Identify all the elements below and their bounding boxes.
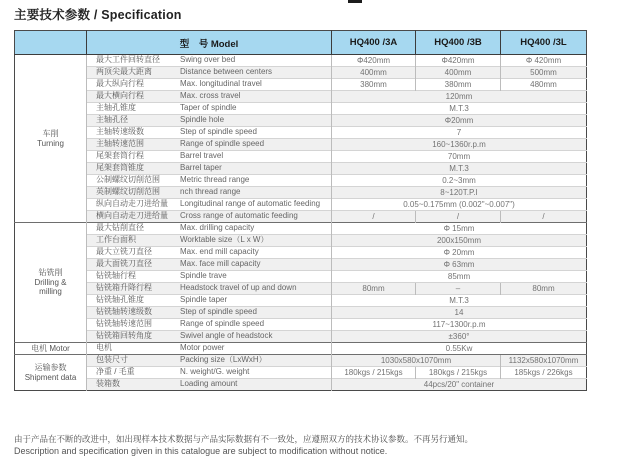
spec-value: M.T.3 [332, 295, 587, 307]
spec-label [87, 127, 332, 139]
spec-label [87, 79, 332, 91]
spec-label-en: Max. end mill capacity [180, 247, 259, 257]
spec-label [87, 283, 332, 295]
spec-value: 85mm [332, 271, 587, 283]
spec-row [15, 151, 587, 163]
group-label-line: 电机 Motor [31, 343, 70, 353]
spec-table-body [15, 55, 587, 391]
group-label-line: 钻铣削 [38, 268, 63, 278]
page-top-marker [348, 0, 362, 3]
spec-label-zh: 主轴转速级数 [96, 127, 144, 137]
spec-row [15, 295, 587, 307]
spec-row [15, 163, 587, 175]
spec-label [87, 175, 332, 187]
spec-label-zh: 最大面铣刀直径 [96, 259, 152, 269]
spec-label-zh: 主轴转速范围 [96, 139, 144, 149]
spec-label-zh: 工作台面积 [96, 235, 136, 245]
group-cell-motor [15, 343, 87, 355]
spec-row [15, 103, 587, 115]
spec-row [15, 343, 587, 355]
header-model-label: 型 号 Model [87, 31, 332, 55]
spec-label-zh: 包装尺寸 [96, 355, 128, 365]
spec-label [87, 247, 332, 259]
spec-label-zh: 钻铣轴孔锥度 [96, 295, 144, 305]
spec-label-en: Swing over bed [180, 55, 236, 65]
spec-label-en: Headstock travel of up and down [180, 283, 297, 293]
spec-row [15, 211, 587, 223]
spec-row [15, 223, 587, 235]
spec-value: 400mm [416, 67, 501, 79]
spec-row [15, 55, 587, 67]
spec-value: 160~1360r.p.m [332, 139, 587, 151]
spec-value: 380mm [332, 79, 416, 91]
header-model-hq400-3b: HQ400 /3B [416, 31, 501, 55]
spec-label-en: N. weight/G. weight [180, 367, 250, 377]
spec-label-zh: 两顶尖最大距离 [96, 67, 152, 77]
spec-label [87, 103, 332, 115]
spec-row [15, 367, 587, 379]
spec-label-en: Metric thread range [180, 175, 250, 185]
spec-label-en: Spindle trave [180, 271, 227, 281]
spec-label [87, 331, 332, 343]
spec-label-zh: 装箱数 [96, 379, 120, 389]
group-label-line: Shipment data [24, 372, 77, 382]
spec-label-en: Step of spindle speed [180, 307, 257, 317]
spec-value: 7 [332, 127, 587, 139]
spec-value: 120mm [332, 91, 587, 103]
spec-row [15, 319, 587, 331]
spec-label-zh: 电机 [96, 343, 112, 353]
spec-label-zh: 纵向自动走刀进给量 [96, 199, 168, 209]
spec-label-zh: 钻铣轴转速范围 [96, 319, 152, 329]
spec-label-en: Max. drilling capacity [180, 223, 255, 233]
spec-label-zh: 钻铣箱升降行程 [96, 283, 152, 293]
spec-value: / [501, 211, 587, 223]
spec-label [87, 211, 332, 223]
spec-label-en: Range of spindle speed [180, 319, 265, 329]
spec-value: 480mm [501, 79, 587, 91]
spec-value: 44pcs/20" container [332, 379, 587, 391]
spec-label-en: Longitudinal range of automatic feeding [180, 199, 321, 209]
spec-value: / [332, 211, 416, 223]
spec-row [15, 115, 587, 127]
header-group-cell [15, 31, 87, 55]
spec-label-en: Barrel taper [180, 163, 222, 173]
spec-label [87, 307, 332, 319]
spec-label-en: Motor power [180, 343, 225, 353]
spec-value: 0.05~0.175mm (0.002"~0.007") [332, 199, 587, 211]
spec-label-zh: 最大钻削直径 [96, 223, 144, 233]
spec-label-en: Max. cross travel [180, 91, 241, 101]
spec-row [15, 259, 587, 271]
spec-label [87, 151, 332, 163]
group-cell-drilling-milling [15, 223, 87, 343]
spec-label-zh: 最大立铣刀直径 [96, 247, 152, 257]
specification-table [14, 30, 586, 391]
spec-label [87, 271, 332, 283]
spec-label [87, 199, 332, 211]
spec-value: 80mm [332, 283, 416, 295]
spec-value: 0.2~3mm [332, 175, 587, 187]
footnote [14, 433, 614, 458]
spec-value: – [416, 283, 501, 295]
spec-label-en: Swivel angle of headstock [180, 331, 273, 341]
spec-value: 117~1300r.p.m [332, 319, 587, 331]
spec-row [15, 247, 587, 259]
spec-value: 180kgs / 215kgs [416, 367, 501, 379]
group-cell-shipment [15, 355, 87, 391]
spec-row [15, 79, 587, 91]
spec-value: 0.55Kw [332, 343, 587, 355]
spec-value: M.T.3 [332, 103, 587, 115]
spec-label [87, 139, 332, 151]
spec-label [87, 295, 332, 307]
spec-label-en: Distance between centers [180, 67, 273, 77]
spec-label-en: Step of spindle speed [180, 127, 257, 137]
spec-label-en: Loading amount [180, 379, 238, 389]
spec-label [87, 163, 332, 175]
spec-label [87, 223, 332, 235]
spec-label-en: nch thread range [180, 187, 241, 197]
spec-row [15, 139, 587, 151]
spec-label [87, 91, 332, 103]
spec-label-zh: 尾架套筒锥度 [96, 163, 144, 173]
spec-value: 14 [332, 307, 587, 319]
spec-label-en: Cross range of automatic feeding [180, 211, 298, 221]
group-label-line: milling [39, 287, 62, 297]
spec-value: 8~120T.P.I [332, 187, 587, 199]
spec-value: 80mm [501, 283, 587, 295]
spec-label-zh: 钻铣箱回转角度 [96, 331, 152, 341]
spec-value: Φ 420mm [501, 55, 587, 67]
spec-label-en: Packing size（LxWxH） [180, 355, 267, 365]
spec-value: 380mm [416, 79, 501, 91]
spec-row [15, 307, 587, 319]
spec-value: 1132x580x1070mm [501, 355, 587, 367]
spec-value: 70mm [332, 151, 587, 163]
spec-label-en: Worktable size（L x W） [180, 235, 269, 245]
spec-value: 180kgs / 215kgs [332, 367, 416, 379]
spec-value: 185kgs / 226kgs [501, 367, 587, 379]
spec-row [15, 91, 587, 103]
spec-value: Φ420mm [416, 55, 501, 67]
spec-label-zh: 最大纵向行程 [96, 79, 144, 89]
spec-label [87, 187, 332, 199]
spec-value: 200x150mm [332, 235, 587, 247]
spec-label-en: Max. longitudinal travel [180, 79, 262, 89]
group-label-line: 运输参数 [34, 363, 67, 372]
spec-value: Φ 20mm [332, 247, 587, 259]
spec-value: 1030x580x1070mm [332, 355, 501, 367]
spec-label [87, 55, 332, 67]
spec-row [15, 283, 587, 295]
spec-label-zh: 最大横向行程 [96, 91, 144, 101]
spec-row [15, 199, 587, 211]
table-header-row [15, 31, 587, 55]
spec-label-zh: 钻铣轴行程 [96, 271, 136, 281]
spec-label-en: Taper of spindle [180, 103, 237, 113]
spec-label [87, 319, 332, 331]
spec-row [15, 331, 587, 343]
spec-label-en: Spindle hole [180, 115, 225, 125]
group-cell-turning [15, 55, 87, 223]
spec-label [87, 379, 332, 391]
spec-row [15, 271, 587, 283]
spec-value: Φ420mm [332, 55, 416, 67]
spec-table [14, 30, 587, 391]
spec-label [87, 115, 332, 127]
spec-label [87, 343, 332, 355]
footnote-en: Description and specification given in this catalogue are subject to modification without notice. [14, 446, 388, 456]
spec-label-zh: 横向自动走刀进给量 [96, 211, 168, 221]
spec-value: / [416, 211, 501, 223]
spec-label-zh: 英制螺纹切削范围 [96, 187, 160, 197]
spec-row [15, 127, 587, 139]
spec-label-en: Barrel travel [180, 151, 224, 161]
spec-value: Φ 63mm [332, 259, 587, 271]
spec-label-en: Range of spindle speed [180, 139, 265, 149]
spec-label-en: Spindle taper [180, 295, 228, 305]
spec-row [15, 355, 587, 367]
spec-label [87, 67, 332, 79]
spec-row [15, 235, 587, 247]
spec-label-zh: 主轴孔锥度 [96, 103, 136, 113]
spec-value: ±360° [332, 331, 587, 343]
spec-label-zh: 公制螺纹切削范围 [96, 175, 160, 185]
footnote-zh: 由于产品在不断的改进中，如出现样本技术数据与产品实际数据有不一致处，应遵照双方的技术协议参数。不再另行通知。 [14, 434, 474, 444]
spec-value: M.T.3 [332, 163, 587, 175]
spec-label-zh: 钻铣轴转速级数 [96, 307, 152, 317]
spec-label [87, 235, 332, 247]
spec-value: 400mm [332, 67, 416, 79]
group-label-line: 车削 [42, 129, 59, 138]
spec-label-zh: 主轴孔径 [96, 115, 128, 125]
header-model-hq400-3a: HQ400 /3A [332, 31, 416, 55]
spec-row [15, 175, 587, 187]
spec-label-zh: 尾架套筒行程 [96, 151, 144, 161]
spec-label-en: Max. face mill capacity [180, 259, 261, 269]
spec-row [15, 187, 587, 199]
spec-row [15, 379, 587, 391]
page-title: 主要技术参数 / Specification [14, 8, 182, 22]
spec-label [87, 355, 332, 367]
header-model-hq400-3l: HQ400 /3L [501, 31, 587, 55]
group-label-line: Turning [37, 138, 64, 148]
spec-value: Φ20mm [332, 115, 587, 127]
spec-row [15, 67, 587, 79]
spec-value: Φ 15mm [332, 223, 587, 235]
spec-value: 500mm [501, 67, 587, 79]
spec-label-zh: 净重 / 毛重 [96, 367, 135, 377]
group-label-line: Drilling & [34, 277, 67, 287]
spec-label [87, 367, 332, 379]
spec-label-zh: 最大工件回转直径 [96, 55, 160, 65]
spec-label [87, 259, 332, 271]
